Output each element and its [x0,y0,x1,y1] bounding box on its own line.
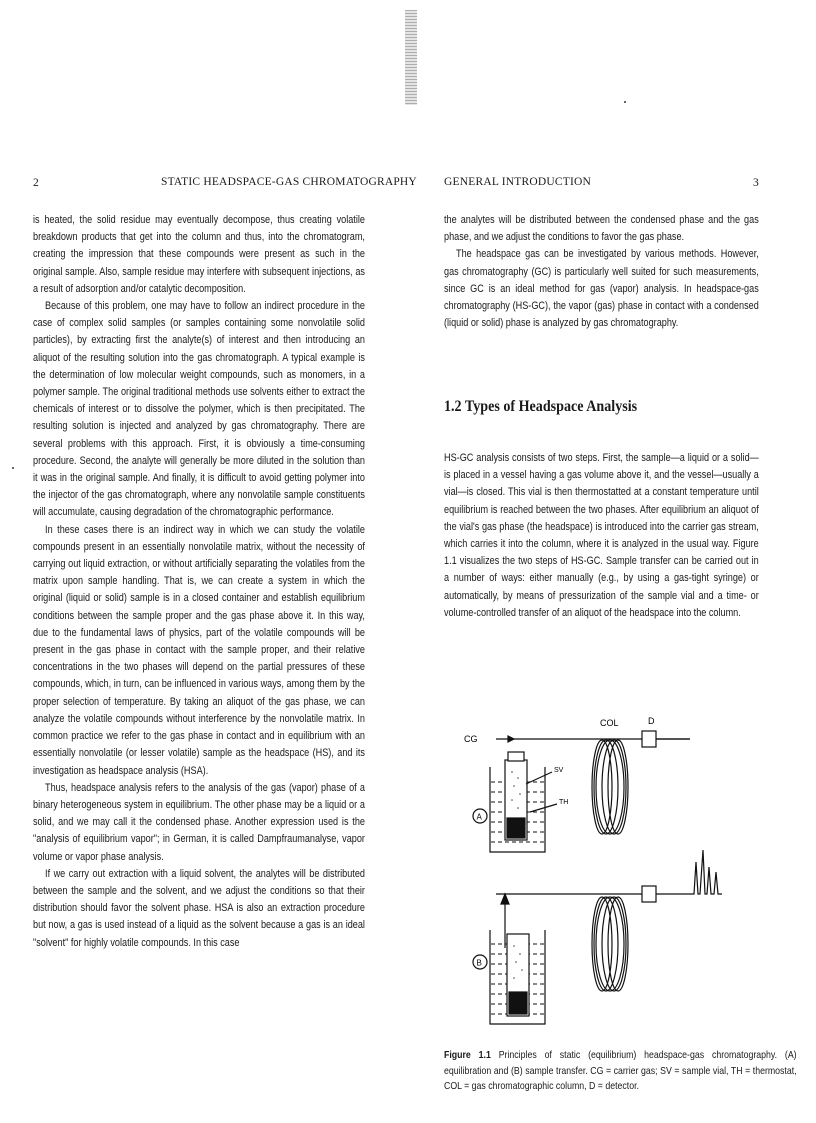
label-cg: CG [464,734,478,744]
label-a: A [476,812,482,822]
sample-a [507,818,525,838]
left-paragraph: In these cases there is an indirect way in which we can study the volatile compounds present in an essentially nonvolatile matrix, without the necessity of carrying out liquid extraction, or without artificially separating the volatiles from the matrix upon sample handling. That is, we can create a system in which the original (liquid or solid) sample is in a closed container and establish equilibrium conditions between the sample proper and the gas phase above it. In this way, due to the fundamental laws of physics, part of the volatile compounds will be present in the gas phase in contact with the sample proper, and their relative concentrations in the two phases will depend on the partial pressures of these compounds, which, in turn, can be influenced in various ways, among them by the proper selection of temperature. By taking an aliquot of the gas phase, we can analyze the volatile compounds without interference by the nonvolatile matrix. In common practice we refer to the gas phase in contact and in equilibrium with an essentially nonvolatile (or lesser volatile) sample as the headspace (HS), and its investigation as headspace analysis (HSA). [33,523,365,777]
caption-text: Principles of static (equilibrium) headspace-gas chromatography. (A) equilibration and (B) sample transfer. CG = carrier gas; SV = sample vial, TH = thermostat, COL = gas chromatographic column, D = detector. [444,1050,797,1092]
label-th: TH [559,799,569,806]
right-page-number: 3 [753,177,759,189]
label-b: B [476,958,482,968]
left-page-body [33,212,365,952]
left-paragraph: If we carry out extraction with a liquid solvent, the analytes will be distributed between the sample and the solvent, and we adjust the conditions so that their distribution should favor the solvent phase. HSA is also an extraction procedure but now, a gas is used instead of a liquid as the solvent because a gas is an ideal "solvent" for highly volatile compounds. In this case [33,867,365,949]
left-page-number: 2 [33,177,39,189]
right-running-head: GENERAL INTRODUCTION [444,176,591,188]
left-paragraph: Thus, headspace analysis refers to the analysis of the gas (vapor) phase of a binary heterogeneous system in equilibrium. The other phase may be a liquid or a solid, and we may call it the condensed phase. Another expression used is the "analysis of equilibrium vapor"; in German, it is called Dampfraumanalyse, vapor volume or vapor phase analysis. [33,781,365,863]
chromatogram-peaks [690,850,722,894]
right-paragraph: the analytes will be distributed between the condensed phase and the gas phase, and we adjust the conditions to favor the gas phase. [444,214,759,244]
sample-b [509,992,527,1014]
left-paragraph: Because of this problem, one may have to follow an indirect procedure in the case of complex solid samples (or samples containing some nonvolatile solid particles), by extracting first the analyte(s) of interest and then introducing an aliquot of the resulting solution into the gas chromatograph. A typical example is the determination of low molecular weight compounds, such as monomers, in a polymer sample. The original traditional methods use solvents either to extract the chemicals of interest or to dissolve the polymer, which is then precipitated. The resulting solution is injected and analyzed by gas chromatography. There are several problems with this approach. First, it is obviously a time-consuming procedure. Second, the analyte will generally be more diluted in the solution than it was in the original sample. And finally, it is difficult to avoid getting polymer into the injector of the gas chromatograph, where any nonvolatile sample constituents will accumulate, causing degradation of the chromatographic performance. [33,300,365,519]
label-col: COL [600,718,619,728]
section-title: 1.2 Types of Headspace Analysis [444,398,638,415]
right-paragraph: The headspace gas can be investigated by various methods. However, gas chromatography (GC) is particularly well suited for such measurements, since GC is an ideal method for gas (vapor) analysis. In headspace-gas chromatography (HS-GC), the vapor (gas) phase in contact with a condensed (liquid or solid) phase is analyzed by gas chromatography. [444,248,759,330]
column-coil-b [592,897,628,991]
right-section-paragraph: HS-GC analysis consists of two steps. First, the sample—a liquid or a solid—is placed in a vessel having a gas volume above it, and the vessel—usually a vial—is closed. This vial is then thermostatted at a constant temperature until equilibrium is reached between the two phases. After equilibrium an aliquot of the vial's gas phase (the headspace) is introduced into the carrier gas stream, which carries it into the column, where it is analyzed in the usual way. Figure 1.1 visualizes the two steps of HS-GC. Sample transfer can be carried out in a number of ways: either manually (e.g., by using a gas-tight syringe) or automatically, by means of pressurization of the sample vial and a time- or volume-controlled transfer of an aliquot of the headspace into the column. [444,452,759,619]
label-d: D [648,716,655,726]
right-page-intro [444,212,759,332]
left-running-head: STATIC HEADSPACE-GAS CHROMATOGRAPHY [161,176,417,188]
book-binding-shadow [405,10,417,105]
detector-box-a [642,731,656,747]
label-sv: SV [554,767,564,774]
scan-speck [12,467,14,469]
column-coil-a [592,740,628,834]
caption-label: Figure 1.1 [444,1050,491,1061]
right-page-section-body [444,450,759,622]
scan-speck [624,101,626,103]
detector-box-b [642,886,656,902]
left-paragraph: is heated, the solid residue may eventually decompose, thus creating volatile breakdown products that get into the column and thus, into the chromatogram, creating the impression that these compounds were present as such in the original sample. Also, sample residue may interfere with subsequent injections, as a result of adsorption and/or catalytic decomposition. [33,214,365,295]
figure-caption [444,1048,797,1095]
flow-arrow-icon [508,736,514,742]
figure-1-1 [460,712,780,1032]
